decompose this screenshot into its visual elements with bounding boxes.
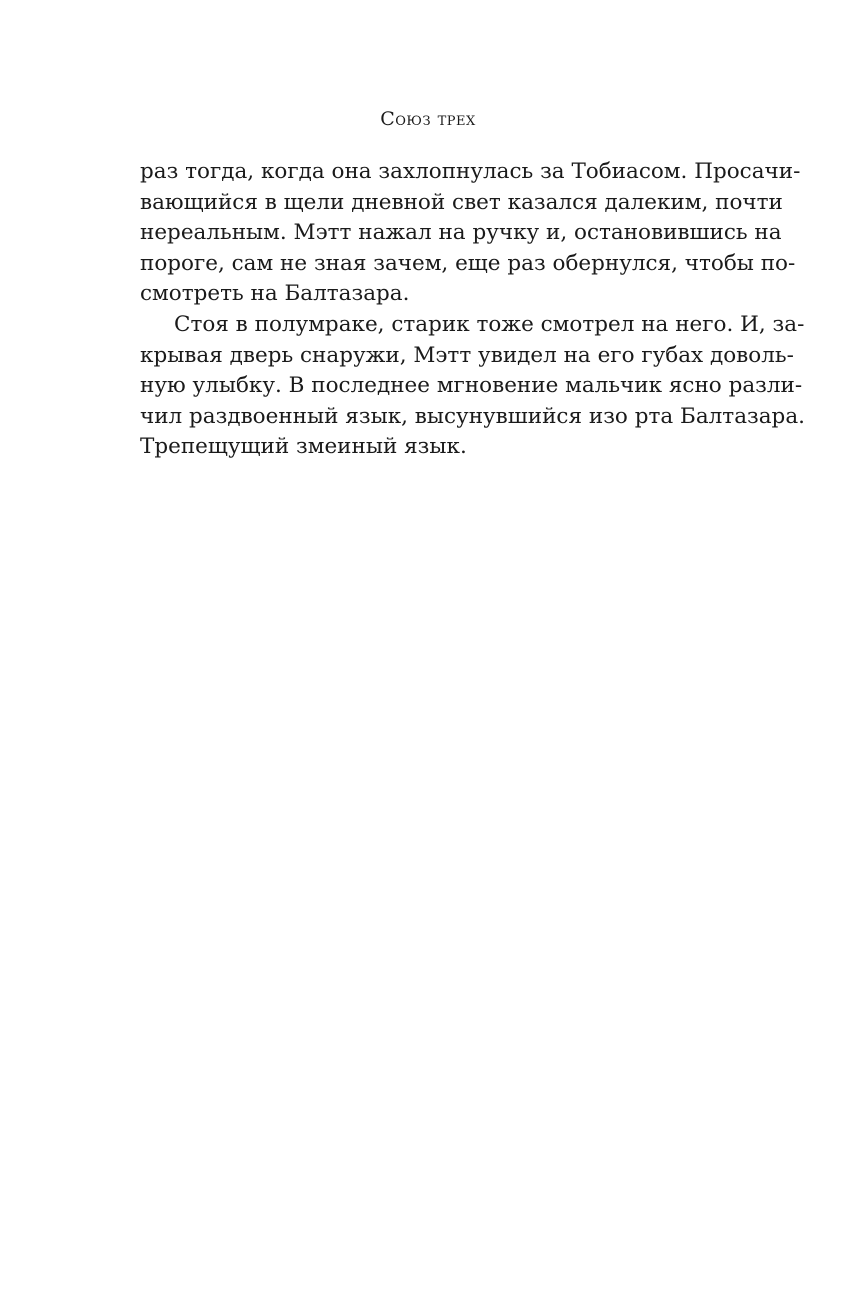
text-line: Стоя в полумраке, старик тоже смотрел на него. И, за- bbox=[174, 311, 805, 337]
text-line: раз тогда, когда она захлопнулась за Тобиасом. Просачи- bbox=[140, 159, 801, 184]
body-text bbox=[140, 157, 805, 463]
text-line: смотреть на Балтазара. bbox=[140, 281, 410, 307]
text-line: нереальным. Мэтт нажал на ручку и, остановившись на bbox=[140, 220, 782, 246]
text-line: пороге, сам не зная зачем, еще раз обернулся, чтобы по- bbox=[140, 250, 796, 276]
text-line: вающийся в щели дневной свет казался далеким, почти bbox=[140, 189, 783, 215]
text-line: чил раздвоенный язык, высунувшийся изо рта Балтазара. bbox=[140, 403, 805, 429]
paragraph-2 bbox=[140, 310, 805, 463]
running-head-title: Союз трех bbox=[380, 108, 476, 130]
text-line: ную улыбку. В последнее мгновение мальчик ясно разли- bbox=[140, 373, 803, 399]
text-line: крывая дверь снаружи, Мэтт увидел на его губах доволь- bbox=[140, 342, 794, 368]
text-line: Трепещущий змеиный язык. bbox=[140, 434, 467, 460]
paragraph-1 bbox=[140, 157, 801, 310]
